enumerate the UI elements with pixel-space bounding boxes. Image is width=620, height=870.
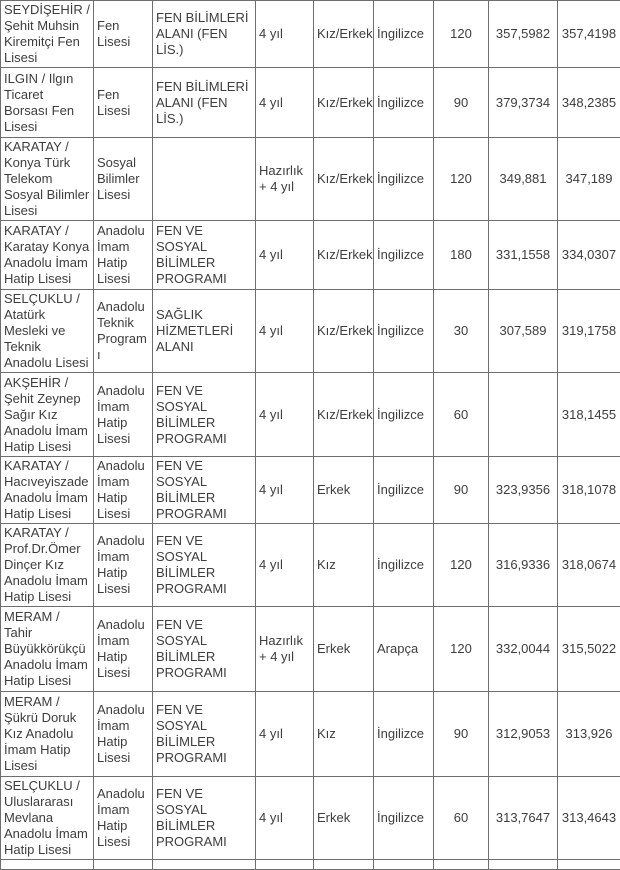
table-row-partial: [1, 860, 620, 870]
cell-school-name: SELÇUKLU / Uluslararası Mevlana Anadolu İmam Hatip Lisesi: [1, 777, 94, 860]
cell-program: [153, 138, 256, 221]
cell-score-1: 332,0044: [489, 607, 558, 692]
cell-duration: 4 yıl: [256, 777, 314, 860]
cell-score-2: 313,4643: [558, 777, 620, 860]
cell-program: FEN BİLİMLERİ ALANI (FEN LİS.): [153, 1, 256, 68]
cell-quota: 90: [434, 457, 489, 524]
cell-score-1: 379,3734: [489, 68, 558, 138]
cell-program: FEN VE SOSYAL BİLİMLER PROGRAMI: [153, 777, 256, 860]
cell-gender: Kız/Erkek: [314, 221, 374, 290]
cell-gender: Kız/Erkek: [314, 138, 374, 221]
cell-score-1: 349,881: [489, 138, 558, 221]
cell-school-name: [1, 860, 94, 870]
cell-quota: 120: [434, 524, 489, 607]
cell-score-2: 347,189: [558, 138, 620, 221]
cell-school-type: Anadolu İmam Hatip Lisesi: [94, 221, 153, 290]
cell-school-type: Sosyal Bilimler Lisesi: [94, 138, 153, 221]
table-row: [1, 373, 620, 457]
cell-gender: Kız/Erkek: [314, 290, 374, 373]
cell-school-name: KARATAY / Hacıveyiszade Anadolu İmam Hatip Lisesi: [1, 457, 94, 524]
cell-quota: 30: [434, 290, 489, 373]
cell-score-2: 334,0307: [558, 221, 620, 290]
table-row: [1, 138, 620, 221]
cell-quota: 120: [434, 138, 489, 221]
cell-quota: 180: [434, 221, 489, 290]
cell-duration: 4 yıl: [256, 692, 314, 777]
cell-gender: [314, 860, 374, 870]
cell-score-2: 318,0674: [558, 524, 620, 607]
cell-language: İngilizce: [374, 138, 434, 221]
cell-gender: Erkek: [314, 607, 374, 692]
cell-language: İngilizce: [374, 290, 434, 373]
cell-school-type: Anadolu İmam Hatip Lisesi: [94, 607, 153, 692]
table-row: [1, 524, 620, 607]
cell-score-1: 312,9053: [489, 692, 558, 777]
cell-score-1: [489, 860, 558, 870]
cell-school-type: [94, 860, 153, 870]
cell-gender: Kız/Erkek: [314, 1, 374, 68]
cell-language: İngilizce: [374, 1, 434, 68]
cell-duration: 4 yıl: [256, 68, 314, 138]
cell-language: Arapça: [374, 607, 434, 692]
cell-duration: 4 yıl: [256, 290, 314, 373]
table-row: [1, 221, 620, 290]
cell-language: İngilizce: [374, 777, 434, 860]
cell-quota: 120: [434, 607, 489, 692]
cell-program: SAĞLIK HİZMETLERİ ALANI: [153, 290, 256, 373]
cell-school-type: Anadolu Teknik Programı: [94, 290, 153, 373]
cell-score-1: [489, 373, 558, 457]
table-row: [1, 692, 620, 777]
cell-school-type: Fen Lisesi: [94, 1, 153, 68]
cell-duration: 4 yıl: [256, 373, 314, 457]
cell-school-name: KARATAY / Prof.Dr.Ömer Dinçer Kız Anadolu İmam Hatip Lisesi: [1, 524, 94, 607]
cell-score-2: 318,1455: [558, 373, 620, 457]
cell-school-type: Anadolu İmam Hatip Lisesi: [94, 457, 153, 524]
cell-school-type: Anadolu İmam Hatip Lisesi: [94, 777, 153, 860]
cell-quota: 120: [434, 1, 489, 68]
cell-score-1: 323,9356: [489, 457, 558, 524]
cell-gender: Erkek: [314, 777, 374, 860]
cell-school-type: Anadolu İmam Hatip Lisesi: [94, 524, 153, 607]
cell-gender: Erkek: [314, 457, 374, 524]
table-row: [1, 457, 620, 524]
cell-school-type: Anadolu İmam Hatip Lisesi: [94, 373, 153, 457]
cell-score-1: 331,1558: [489, 221, 558, 290]
cell-score-1: 313,7647: [489, 777, 558, 860]
cell-quota: 60: [434, 373, 489, 457]
cell-score-2: 319,1758: [558, 290, 620, 373]
cell-school-type: Fen Lisesi: [94, 68, 153, 138]
table-row: [1, 290, 620, 373]
cell-program: FEN VE SOSYAL BİLİMLER PROGRAMI: [153, 692, 256, 777]
cell-language: İngilizce: [374, 373, 434, 457]
cell-duration: 4 yıl: [256, 524, 314, 607]
cell-school-name: ILGIN / Ilgın Ticaret Borsası Fen Lisesi: [1, 68, 94, 138]
cell-score-1: 357,5982: [489, 1, 558, 68]
cell-quota: [434, 860, 489, 870]
cell-school-name: MERAM / Tahir Büyükkörükçü Anadolu İmam Hatip Lisesi: [1, 607, 94, 692]
cell-language: İngilizce: [374, 68, 434, 138]
cell-score-1: 316,9336: [489, 524, 558, 607]
cell-duration: 4 yıl: [256, 1, 314, 68]
cell-duration: 4 yıl: [256, 221, 314, 290]
cell-score-2: 313,926: [558, 692, 620, 777]
cell-quota: 90: [434, 68, 489, 138]
table-row: [1, 777, 620, 860]
cell-school-name: SELÇUKLU / Atatürk Mesleki ve Teknik Anadolu Lisesi: [1, 290, 94, 373]
cell-program: FEN VE SOSYAL BİLİMLER PROGRAMI: [153, 221, 256, 290]
cell-score-1: 307,589: [489, 290, 558, 373]
cell-school-name: MERAM / Şükrü Doruk Kız Anadolu İmam Hatip Lisesi: [1, 692, 94, 777]
cell-quota: 60: [434, 777, 489, 860]
cell-duration: Hazırlık + 4 yıl: [256, 138, 314, 221]
table-row: [1, 68, 620, 138]
cell-school-name: KARATAY / Konya Türk Telekom Sosyal Bilimler Lisesi: [1, 138, 94, 221]
cell-school-type: Anadolu İmam Hatip Lisesi: [94, 692, 153, 777]
cell-program: FEN VE SOSYAL BİLİMLER PROGRAMI: [153, 373, 256, 457]
cell-score-2: 318,1078: [558, 457, 620, 524]
cell-duration: 4 yıl: [256, 457, 314, 524]
cell-score-2: [558, 860, 620, 870]
cell-language: İngilizce: [374, 524, 434, 607]
cell-gender: Kız/Erkek: [314, 373, 374, 457]
table-row: [1, 607, 620, 692]
cell-duration: Hazırlık + 4 yıl: [256, 607, 314, 692]
cell-duration: [256, 860, 314, 870]
cell-language: İngilizce: [374, 457, 434, 524]
cell-program: [153, 860, 256, 870]
cell-school-name: SEYDİŞEHİR / Şehit Muhsin Kiremitçi Fen Lisesi: [1, 1, 94, 68]
cell-gender: Kız: [314, 524, 374, 607]
cell-program: FEN BİLİMLERİ ALANI (FEN LİS.): [153, 68, 256, 138]
cell-language: İngilizce: [374, 692, 434, 777]
cell-school-name: AKŞEHİR / Şehit Zeynep Sağır Kız Anadolu İmam Hatip Lisesi: [1, 373, 94, 457]
cell-language: [374, 860, 434, 870]
cell-school-name: KARATAY / Karatay Konya Anadolu İmam Hatip Lisesi: [1, 221, 94, 290]
cell-gender: Kız/Erkek: [314, 68, 374, 138]
table-row: [1, 1, 620, 68]
cell-program: FEN VE SOSYAL BİLİMLER PROGRAMI: [153, 607, 256, 692]
cell-gender: Kız: [314, 692, 374, 777]
cell-score-2: 357,4198: [558, 1, 620, 68]
cell-language: İngilizce: [374, 221, 434, 290]
cell-program: FEN VE SOSYAL BİLİMLER PROGRAMI: [153, 524, 256, 607]
cell-score-2: 348,2385: [558, 68, 620, 138]
cell-program: FEN VE SOSYAL BİLİMLER PROGRAMI: [153, 457, 256, 524]
cell-quota: 90: [434, 692, 489, 777]
cell-score-2: 315,5022: [558, 607, 620, 692]
